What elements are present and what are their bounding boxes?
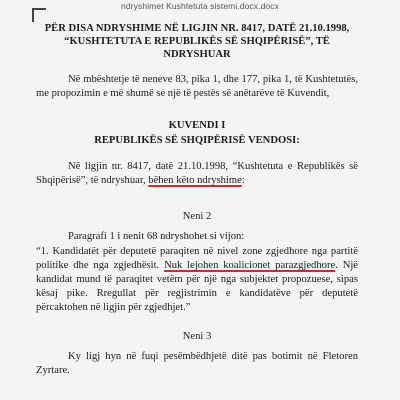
underlined-phrase-1: bëhen këto ndryshime xyxy=(148,175,242,187)
enacting-title-line-1: KUVENDI I xyxy=(168,120,226,132)
underlined-phrase-2: Nuk lejohen koalicionet parazgjedhore xyxy=(164,259,336,271)
article-2-quote xyxy=(36,245,358,316)
file-name: ndryshimet Kushtetuta sistemi.docx.docx xyxy=(121,1,279,11)
enacting-title-line-2: REPUBLIKËS SË SHQIPËRISË VENDOSI: xyxy=(94,134,300,146)
article-2-quote-c: . Një kandidat mund të paraqitet vetëm për një nga subjektet propozuese, sipas kësaj pike. Rregullat për regjistrimin e kandidatëve për deputetë përcaktohen në ligjin për zgjedhjet.” xyxy=(36,259,359,314)
article-2-heading: Neni 2 xyxy=(182,211,212,223)
article-1-text-c: : xyxy=(241,175,245,187)
document-body[interactable] xyxy=(36,18,358,378)
article-2-quote-a: “1. Kandidatët për deputetë paraqiten në nivel zone zgjedhore nga partitë politike dhe nga zgjedhësit. xyxy=(36,245,358,271)
document-title: PËR DISA NDRYSHIME NË LIGJIN NR. 8417, DATË 21.10.1998, “KUSHTETUTA E REPUBLIKËS SË SHQIPËRISË”, TË NDRYSHUAR xyxy=(44,23,350,60)
article-3-paragraph: Ky ligj hyn në fuqi pesëmbëdhjetë ditë pas botimit në Fletoren Zyrtare. xyxy=(36,350,358,377)
article-2-intro: Paragrafi 1 i nenit 68 ndryshohet si vijon: xyxy=(68,231,245,243)
article-1-text-a: Në ligjin nr. 8417, datë 21.10.1998, “Kushtetuta e Republikës së Shqipërisë”, të ndryshuar, xyxy=(36,160,358,187)
article-1-paragraph xyxy=(36,160,358,188)
article-3-heading: Neni 3 xyxy=(182,330,212,342)
preamble-paragraph: Në mbështetje të neneve 83, pika 1, dhe 177, pika 1, të Kushtetutës, me propozimin e më shumë se një të pestës së anëtarëve të Kuvendit, xyxy=(36,74,358,100)
file-name-bar xyxy=(0,0,400,16)
